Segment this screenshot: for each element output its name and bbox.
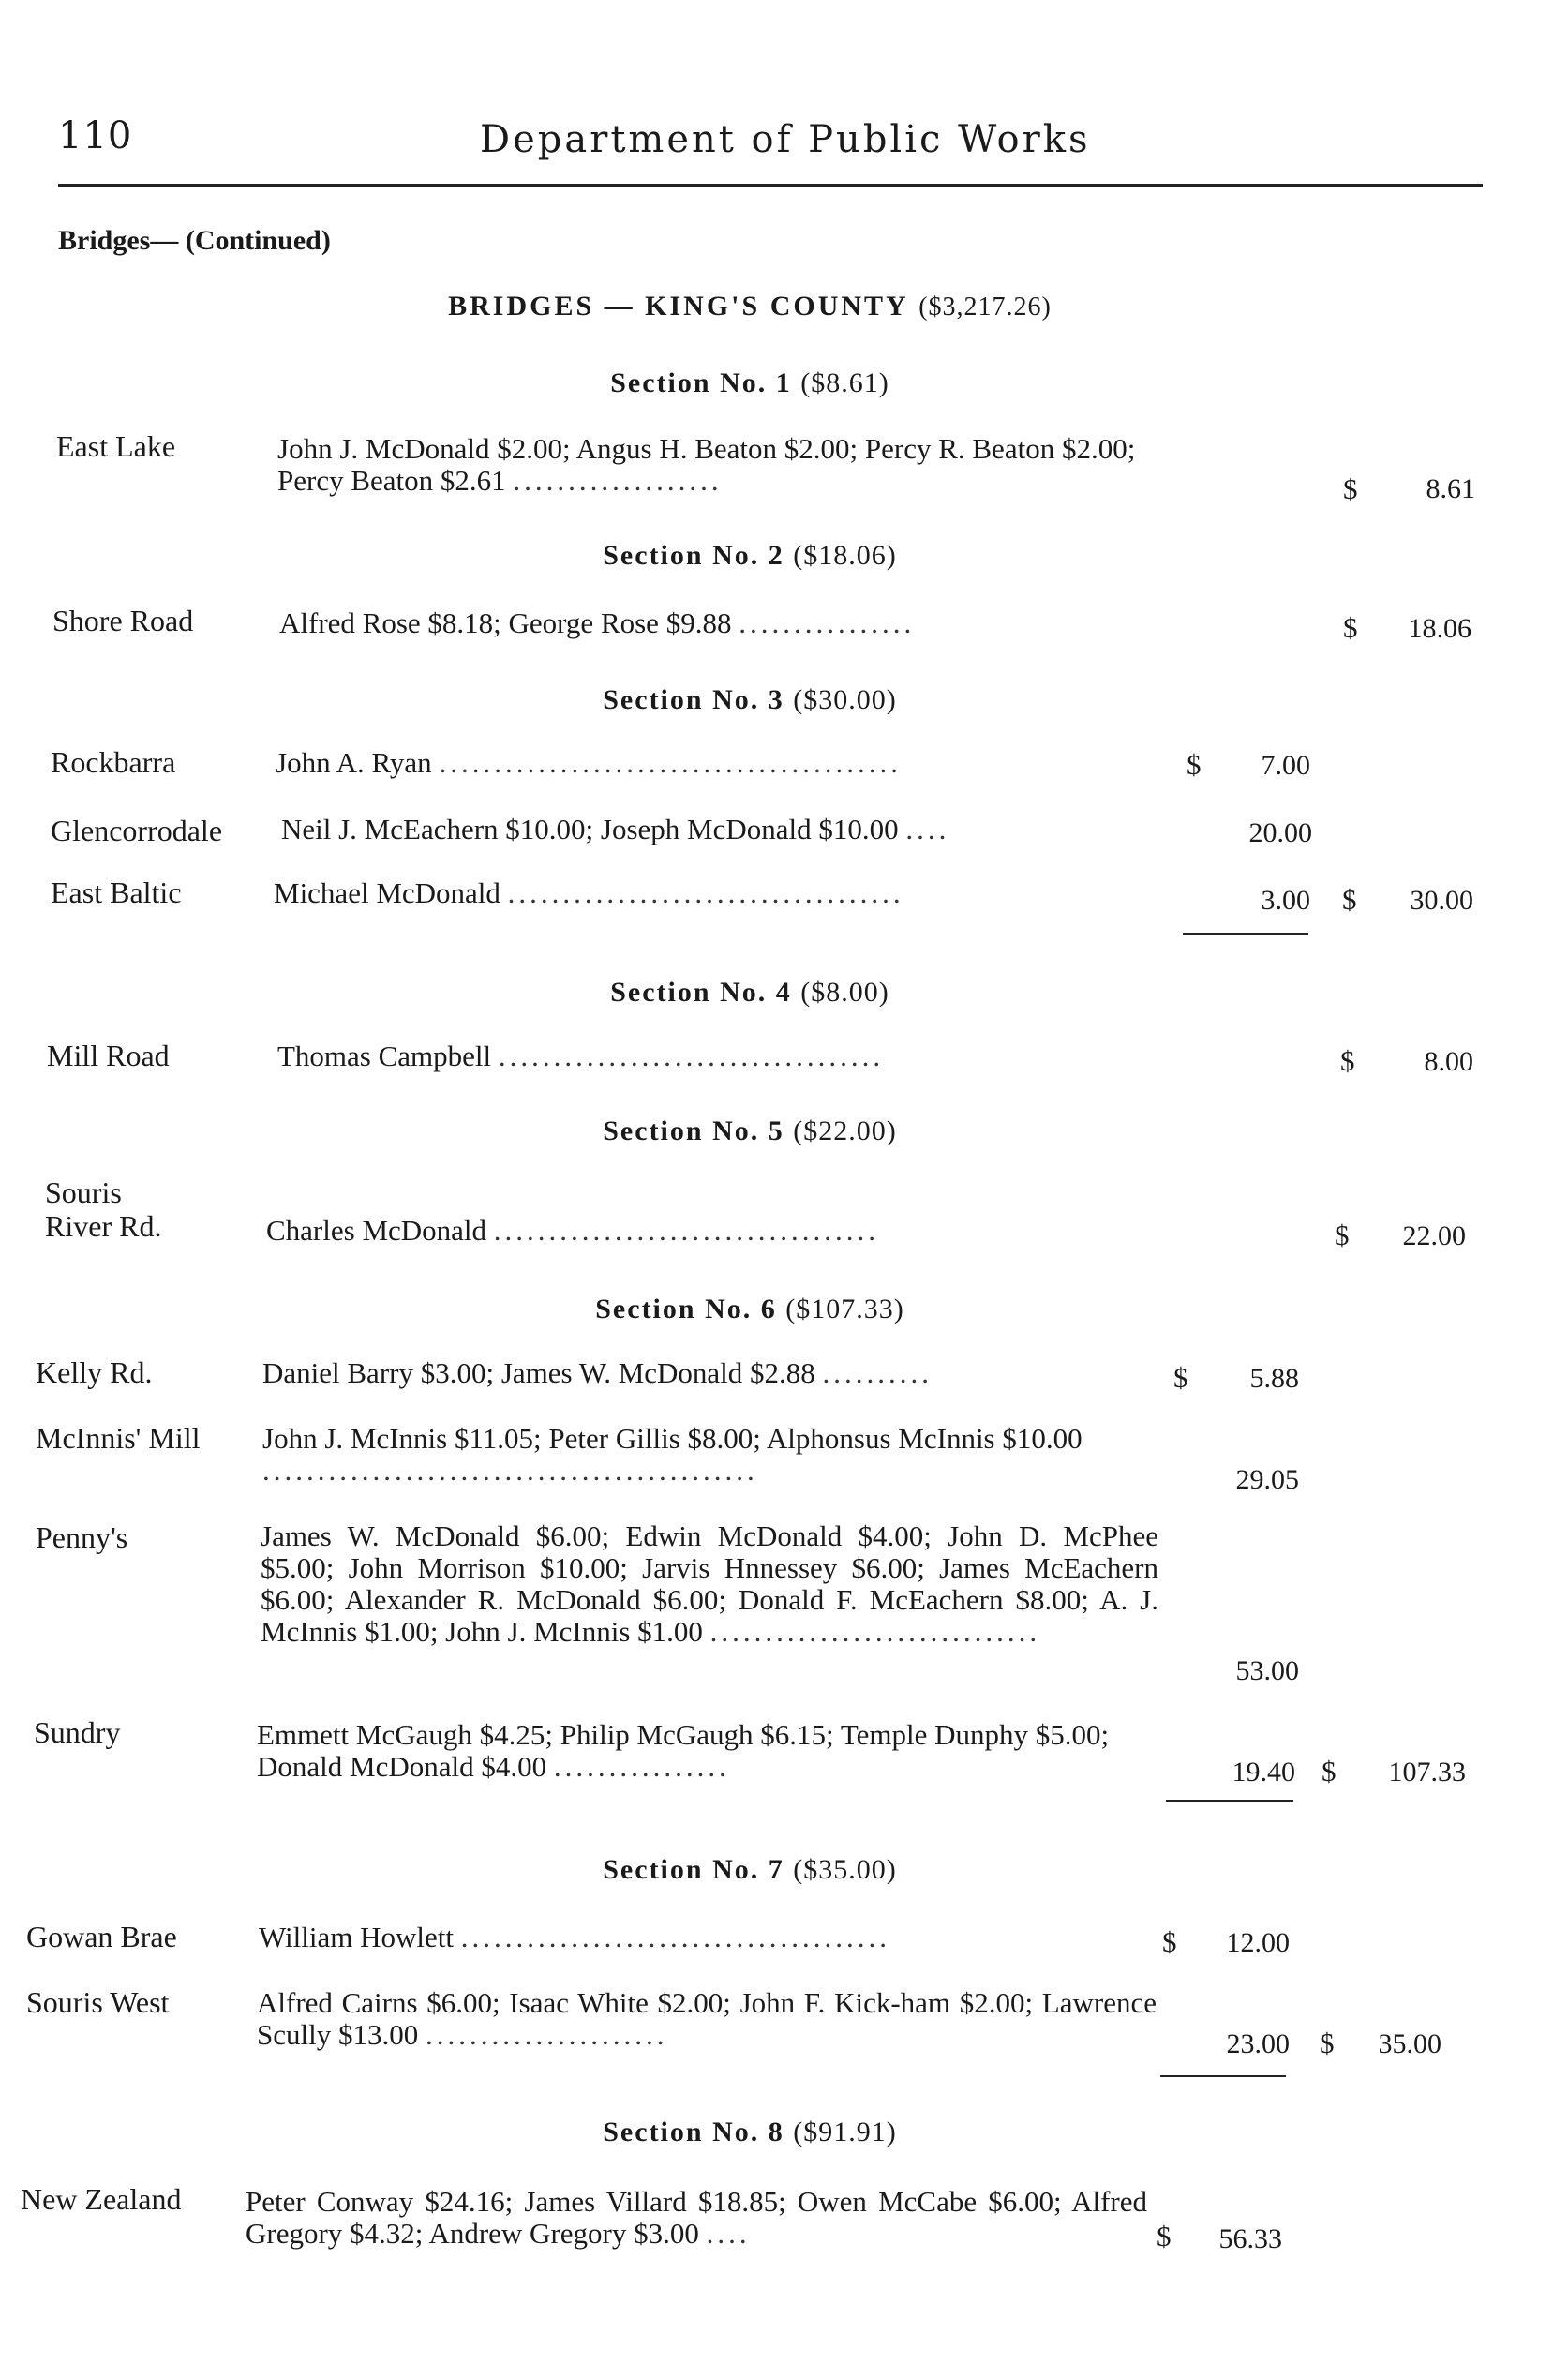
section-heading [0,540,1500,572]
entry-payee: Neil J. McEachern $10.00; Joseph McDonald $10.00 .... [281,813,950,845]
entry-payee: Emmett McGaugh $4.25; Philip McGaugh $6.15; Temple Dunphy $5.00; Donald McDonald $4.00 ................ [257,1718,1110,1783]
entry-subtotal: 23.00 [1226,2028,1290,2059]
subtotal-rule [1160,2075,1286,2077]
entry-subtotal: 20.00 [1248,817,1312,848]
entry-place: McInnis' Mill [36,1421,201,1455]
dollar-sign: $ [1157,2220,1172,2252]
payee-text: Peter Conway $24.16; James Villard $18.85; Owen McCabe $6.00; Alfred Gregory $4.32; Andrew Gregory $3.00 [246,2185,1147,2250]
running-title: Department of Public Works [480,118,1091,161]
section-label: Section No. 4 [610,977,792,1008]
payee-text: Neil J. McEachern $10.00; Joseph McDonald $10.00 [281,813,899,845]
section-heading [0,684,1500,716]
entry-payee: Alfred Rose $8.18; George Rose $9.88 ................ [279,606,916,639]
section-heading [0,1294,1500,1325]
payee-text: Alfred Rose $8.18; George Rose $9.88 [279,606,732,639]
section-heading [0,2117,1500,2148]
entry-payee: Alfred Cairns $6.00; Isaac White $2.00; John F. Kick-ham $2.00; Lawrence Scully $13.00 ...................... [257,1986,1157,2051]
dollar-sign: $ [1162,1925,1177,1958]
payee-text: Charles McDonald [266,1214,487,1247]
entry-place: Gowan Brae [26,1920,177,1953]
dollar-sign: $ [1187,748,1202,781]
page-number: 110 [58,114,133,157]
entry-place: Sundry [34,1715,121,1749]
entry-place: Kelly Rd. [36,1355,153,1389]
entry-total: 107.33 [1388,1757,1466,1788]
payee-text: John J. McDonald $2.00; Angus H. Beaton $2.00; Percy R. Beaton $2.00; Percy Beaton $2.61 [277,432,1136,497]
entry-place: Glencorrodale [51,814,223,847]
entry-subtotal: 29.05 [1235,1464,1299,1495]
entry-subtotal: 7.00 [1261,750,1310,781]
payee-text: Emmett McGaugh $4.25; Philip McGaugh $6.15; Temple Dunphy $5.00; Donald McDonald $4.00 [257,1718,1110,1783]
entry-payee: Charles McDonald ................................... [266,1214,880,1247]
section-amount: ($30.00) [793,684,897,715]
continued-label: Bridges— (Continued) [58,225,331,256]
entry-place: Penny's [36,1520,128,1554]
entry-place: Rockbarra [51,745,176,779]
entry-payee: James W. McDonald $6.00; Edwin McDonald $4.00; John D. McPhee $5.00; John Morrison $10.00; Jarvis Hnnessey $6.00; James McEachern $6.00; Alexander R. McDonald $6.00; Donald F. McEachern $8.00; A. J. McInnis $1.00; John J. McInnis $1.00 .............................. [261,1519,1158,1648]
entry-total: 30.00 [1410,885,1473,916]
entry-total: 8.00 [1424,1046,1473,1077]
payee-text: James W. McDonald $6.00; Edwin McDonald $4.00; John D. McPhee $5.00; John Morrison $10.00; Jarvis Hnnessey $6.00; James McEachern $6.00; Alexander R. McDonald $6.00; Donald F. McEachern $8.00; A. J. McInnis $1.00; John J. McInnis $1.00 [261,1519,1158,1648]
dollar-sign: $ [1343,611,1358,644]
subtotal-rule [1183,933,1308,935]
payee-text: John A. Ryan [276,746,432,779]
entry-subtotal: 5.88 [1249,1363,1299,1394]
dollar-sign: $ [1335,1219,1350,1251]
entry-payee: John J. McDonald $2.00; Angus H. Beaton $2.00; Percy R. Beaton $2.00; Percy Beaton $2.61 ................... [277,432,1136,497]
entry-place: Shore Road [52,604,194,637]
page-header [58,114,1483,171]
place-line: River Rd. [45,1209,162,1243]
entry-total: 35.00 [1378,2028,1441,2059]
entry-place: East Baltic [51,875,182,909]
entry-place: East Lake [56,429,176,463]
county-title: BRIDGES — KING'S COUNTY [448,291,909,322]
section-amount: ($91.91) [793,2117,897,2147]
section-label: Section No. 1 [610,367,792,398]
section-heading [0,977,1500,1009]
entry-payee: Thomas Campbell ................................... [277,1040,885,1072]
dollar-sign: $ [1173,1361,1188,1394]
payee-text: Alfred Cairns $6.00; Isaac White $2.00; John F. Kick-ham $2.00; Lawrence Scully $13.00 [257,1986,1157,2051]
section-label: Section No. 8 [603,2117,784,2147]
section-heading [0,367,1500,399]
section-amount: ($8.00) [800,977,889,1008]
section-amount: ($18.06) [793,540,897,571]
entry-payee: Daniel Barry $3.00; James W. McDonald $2.88 .......... [262,1356,933,1389]
section-amount: ($8.61) [800,367,889,398]
entry-payee: Michael McDonald .................................... [274,876,904,909]
section-amount: ($22.00) [793,1115,897,1146]
section-heading [0,1854,1500,1886]
entry-payee: John A. Ryan .......................................... [276,746,902,779]
section-label: Section No. 5 [603,1115,784,1146]
section-label: Section No. 3 [603,684,784,715]
entry-payee: Peter Conway $24.16; James Villard $18.85; Owen McCabe $6.00; Alfred Gregory $4.32; Andrew Gregory $3.00 .... [246,2185,1147,2250]
dollar-sign: $ [1342,883,1357,916]
section-amount: ($107.33) [785,1294,904,1324]
header-rule [58,184,1483,187]
dollar-sign: $ [1322,1755,1337,1788]
entry-place: New Zealand [21,2182,182,2216]
entry-place: Souris West [26,1985,170,2019]
subtotal-rule [1166,1800,1293,1802]
dollar-sign: $ [1340,1044,1355,1077]
dollar-sign: $ [1343,472,1358,505]
payee-text: Michael McDonald [274,876,500,909]
section-heading [0,1115,1500,1147]
entry-subtotal: 56.33 [1218,2223,1282,2254]
entry-total: 8.61 [1426,473,1475,504]
entry-subtotal: 53.00 [1235,1655,1299,1686]
entry-payee: John J. McInnis $11.05; Peter Gillis $8.00; Alphonsus McInnis $10.00 ............................................. [262,1422,1083,1487]
entry-place: Mill Road [47,1039,170,1072]
section-label: Section No. 2 [603,540,784,571]
entry-place [45,1175,161,1243]
section-amount: ($35.00) [793,1854,897,1885]
payee-text: William Howlett [259,1921,454,1953]
section-label: Section No. 6 [595,1294,777,1324]
entry-subtotal: 3.00 [1261,885,1310,916]
payee-text: Daniel Barry $3.00; James W. McDonald $2.88 [262,1356,815,1389]
county-amount: ($3,217.26) [918,292,1052,322]
place-line: Souris [45,1175,122,1209]
entry-total: 22.00 [1402,1220,1466,1251]
section-label: Section No. 7 [603,1854,784,1885]
entry-total: 18.06 [1408,613,1471,644]
payee-text: Thomas Campbell [277,1040,492,1072]
payee-text: John J. McInnis $11.05; Peter Gillis $8.00; Alphonsus McInnis $10.00 [262,1422,1083,1455]
county-heading [0,291,1500,322]
dollar-sign: $ [1320,2027,1335,2059]
entry-payee: William Howlett ....................................... [259,1921,890,1953]
entry-subtotal: 19.40 [1232,1757,1295,1788]
entry-subtotal: 12.00 [1226,1927,1290,1958]
